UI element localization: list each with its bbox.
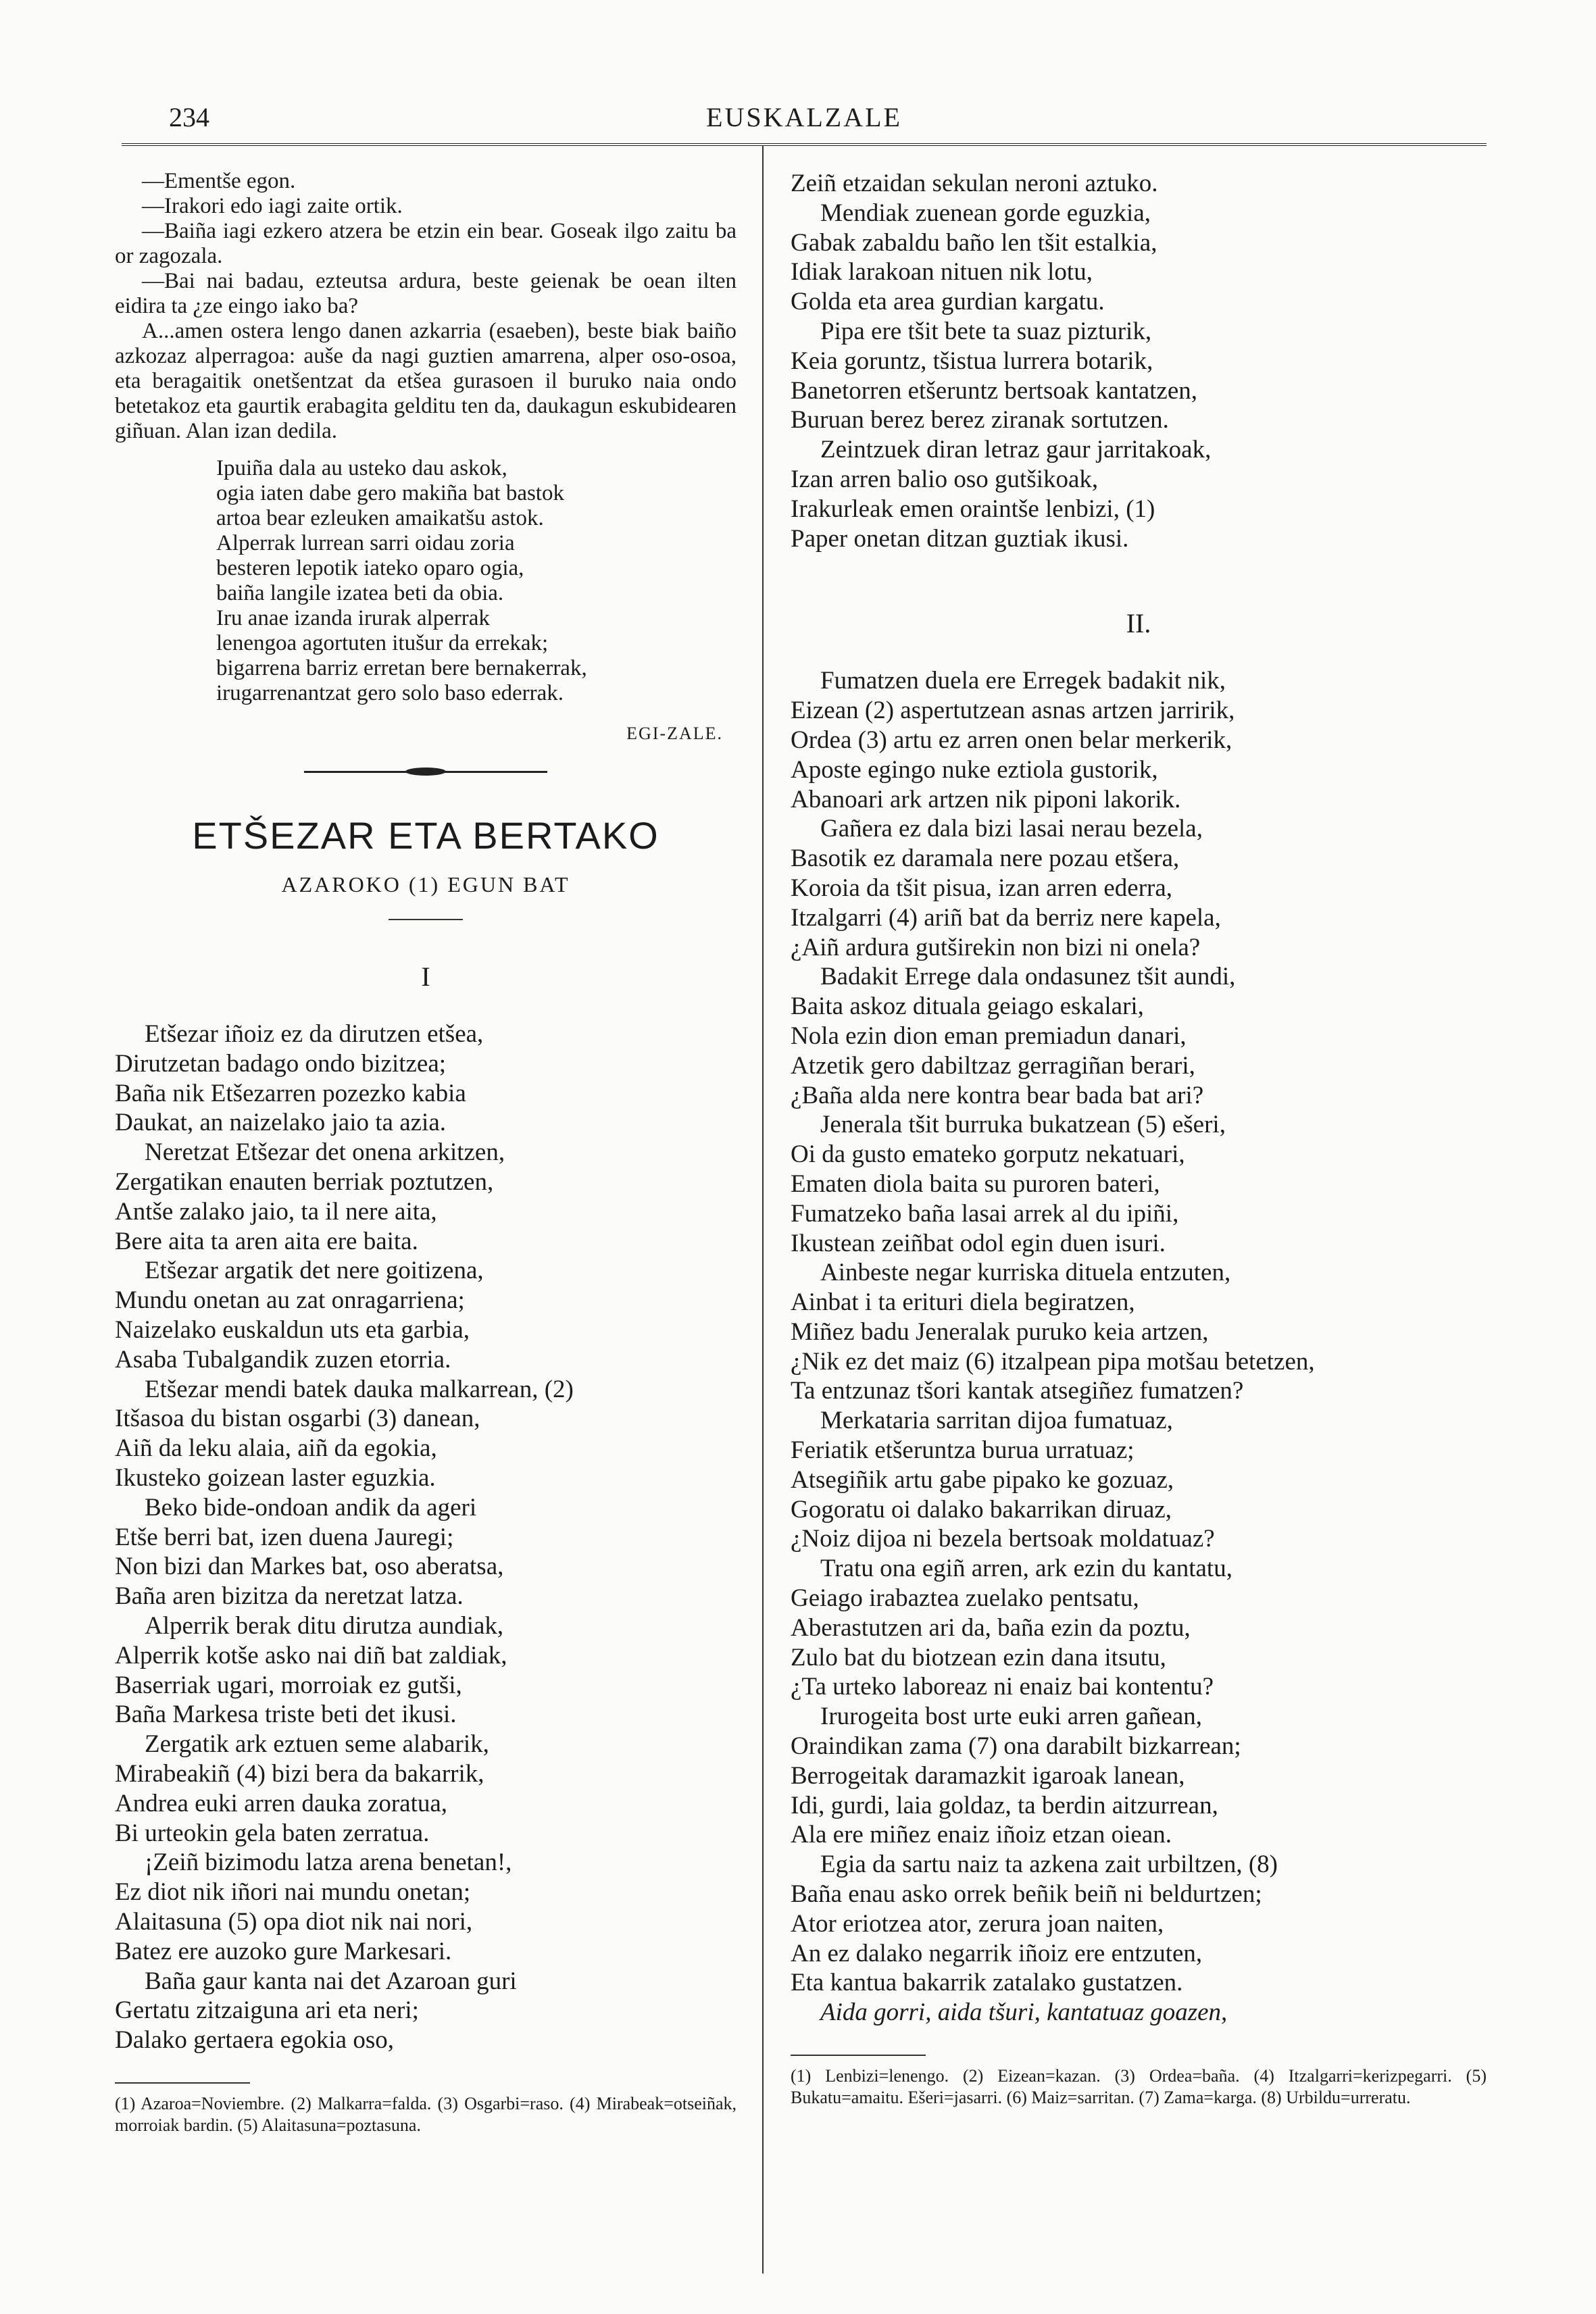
poem-line: ¿Noiz dijoa ni bezela bertsoak moldatuaz?	[791, 1525, 1215, 1553]
poem-line: Naizelako euskaldun uts eta garbia,	[115, 1315, 470, 1344]
left-column	[115, 169, 737, 2136]
prose-line: —Ementše egon.	[142, 169, 296, 193]
poem-line: Ainbat i ta erituri diela begiratzen,	[791, 1288, 1135, 1317]
poem-line: Dalako gertaera egokia oso,	[115, 2026, 394, 2055]
footnote-right: (1) Lenbizi=lenengo. (2) Eizean=kazan. (3) Ordea=baña. (4) Itzalgarri=kerizpegarri. (5) Bukatu=amaitu. Ešeri=jasarri. (6) Maiz=sarritan. (7) Zama=karga. (8) Urbildu=urreratu.	[791, 2066, 1487, 2108]
poem-line: Bi urteokin gela baten zerratua.	[115, 1819, 430, 1847]
poem-line: Ator eriotzea ator, zerura joan naiten,	[791, 1909, 1164, 1938]
poem-line: Oi da gusto emateko gorputz nekatuari,	[791, 1140, 1185, 1169]
poem-line: Keia goruntz, tšistua lurrera botarik,	[791, 347, 1153, 375]
poem-line: Baña enau asko orrek beñik beiñ ni beldurtzen;	[791, 1880, 1262, 1909]
poem-line: Paper onetan ditzan guztiak ikusi.	[791, 524, 1129, 553]
poem-line: Zergatikan enauten berriak poztutzen,	[115, 1167, 494, 1196]
poem-line: Fumatzen duela ere Erregek badakit nik,	[820, 667, 1226, 695]
poem-line: Etšezar argatik det nere goitizena,	[145, 1257, 484, 1285]
poem-line: Badakit Errege dala ondasunez tšit aundi,	[820, 963, 1236, 991]
prose-line: A...amen ostera lengo danen azkarria (esaeben), beste biak baiño azkozaz alperragoa: auše da nagi guztien amarrena, alper oso-osoa, eta beragaitik onetšentzat da etšea gurasoen il buruko naia ondo betetakoz eta gaurtik erabagita gelditu ten da, daukagun eskubidearen giñuan. Alan izan dedila.	[115, 319, 737, 443]
poem-line: Asaba Tubalgandik zuzen etorria.	[115, 1345, 451, 1374]
poem-line: Zergatik ark eztuen seme alabarik,	[145, 1730, 489, 1759]
poem-line: Ala ere miñez enaiz iñoiz etzan oiean.	[791, 1821, 1172, 1849]
poem-line: Egia da sartu naiz ta azkena zait urbiltzen, (8)	[820, 1851, 1278, 1879]
footnote-rule	[791, 2055, 926, 2056]
poem-line: Golda eta area gurdian kargatu.	[791, 288, 1105, 316]
poem-line: Idiak larakoan nituen nik lotu,	[791, 258, 1093, 286]
prose-line: —Irakori edo iagi zaite ortik.	[142, 194, 403, 218]
poem-line: ¿Baña alda nere kontra bear bada bat ari?	[791, 1081, 1204, 1109]
verse-line: Iru anae izanda irurak alperrak	[216, 606, 490, 630]
poem-line: Aida gorri, aida tšuri, kantatuaz goazen,	[820, 1998, 1228, 2027]
poem-line: Baita askoz dituala geiago eskalari,	[791, 992, 1144, 1021]
poem-line: Irurogeita bost urte euki arren gañean,	[820, 1703, 1203, 1731]
poem-line: Gertatu zitzaiguna ari eta neri;	[115, 1996, 419, 2025]
poem-line: Gañera ez dala bizi lasai nerau bezela,	[820, 815, 1203, 843]
poem-line: Berrogeitak daramazkit igaroak lanean,	[791, 1761, 1185, 1790]
verse-line: Alperrak lurrean sarri oidau zoria	[216, 531, 515, 555]
poem-title: ETŠEZAR ETA BERTAKO	[192, 814, 659, 857]
poem-line: Atsegiñik artu gabe pipako ke gozuaz,	[791, 1465, 1174, 1494]
poem-line: Ta entzunaz tšori kantak atsegiñez fumatzen?	[791, 1377, 1244, 1405]
poem-line: Aberastutzen ari da, baña ezin da poztu,	[791, 1613, 1191, 1642]
poem-line: Ez diot nik iñori nai mundu onetan;	[115, 1878, 471, 1907]
poem-line: Zulo bat du biotzean ezin dana itsutu,	[791, 1643, 1166, 1671]
poem-line: ¡Zeiñ bizimodu latza arena benetan!,	[145, 1848, 512, 1877]
poem-line: Gabak zabaldu baño len tšit estalkia,	[791, 228, 1157, 257]
section-number: I	[421, 961, 430, 992]
poem-line: Etšezar iñoiz ez da dirutzen etšea,	[145, 1020, 484, 1048]
poem-line: Oraindikan zama (7) ona darabilt bizkarrean;	[791, 1732, 1241, 1761]
poem-line: Andrea euki arren dauka zoratua,	[115, 1789, 448, 1817]
poem-line: Baña aren bizitza da neretzat latza.	[115, 1582, 464, 1611]
page-header	[122, 101, 1487, 149]
verse-line: ogia iaten dabe gero makiña bat bastok	[216, 481, 564, 505]
poem-line: Ikustean zeiñbat odol egin duen isuri.	[791, 1229, 1166, 1257]
verse-line: lenengoa agortuten itušur da errekak;	[216, 631, 549, 655]
poem-line: Ordea (3) artu ez arren onen belar merkerik,	[791, 726, 1232, 754]
section-number: II.	[1126, 608, 1151, 639]
poem-line: Geiago irabaztea zuelako pentsatu,	[791, 1584, 1139, 1613]
poem-line: Miñez badu Jeneralak puruko keia artzen,	[791, 1317, 1209, 1346]
header-rule	[122, 143, 1487, 146]
poem-line: Jenerala tšit burruka bukatzean (5) ešeri,	[820, 1111, 1226, 1139]
poem-line: Ematen diola baita su puroren bateri,	[791, 1169, 1160, 1198]
poem-line: Beko bide-ondoan andik da ageri	[145, 1493, 477, 1521]
poem-line: Mirabeakiñ (4) bizi bera da bakarrik,	[115, 1759, 484, 1788]
poem-verse-right-b	[791, 666, 1487, 2028]
poem-line: ¿Ta urteko laboreaz ni enaiz bai kontentu?	[791, 1673, 1214, 1701]
author-signature: EGI-ZALE.	[626, 724, 723, 743]
poem-line: Alperrik berak ditu dirutza aundiak,	[145, 1611, 504, 1640]
poem-line: Baña gaur kanta nai det Azaroan guri	[145, 1967, 517, 1995]
prose-line: —Baiña iagi ezkero atzera be etzin ein bear. Goseak ilgo zaitu ba or zagozala.	[115, 219, 737, 268]
footnote-rule	[115, 2082, 250, 2084]
poem-line: Abanoari ark artzen nik piponi lakorik.	[791, 785, 1181, 813]
right-column	[791, 169, 1487, 2109]
poem-line: Zeiñ etzaidan sekulan neroni aztuko.	[791, 170, 1158, 197]
verse-line: irugarrenantzat gero solo baso ederrak.	[216, 681, 564, 705]
small-verse	[216, 456, 737, 706]
poem-line: Fumatzeko baña lasai arrek al du ipiñi,	[791, 1199, 1179, 1228]
poem-line: Itšasoa du bistan osgarbi (3) danean,	[115, 1405, 480, 1433]
poem-line: Idi, gurdi, laia goldaz, ta berdin aitzurrean,	[791, 1791, 1218, 1819]
poem-line: Nola ezin dion eman premiadun danari,	[791, 1022, 1187, 1050]
verse-line: bigarrena barriz erretan bere bernakerrak,	[216, 656, 587, 680]
poem-line: Feriatik etšeruntza burua urratuaz;	[791, 1436, 1134, 1465]
poem-line: Daukat, an naizelako jaio ta azia.	[115, 1109, 446, 1137]
poem-subtitle: AZAROKO (1) EGUN BAT	[281, 872, 570, 897]
footnote-left: (1) Azaroa=Noviembre. (2) Malkarra=falda. (3) Osgarbi=raso. (4) Mirabeak=otseiñak, morroiak bardin. (5) Alaitasuna=poztasuna.	[115, 2093, 737, 2135]
poem-line: Ainbeste negar kurriska dituela entzuten,	[820, 1259, 1231, 1287]
poem-line: Ikusteko goizean laster eguzkia.	[115, 1463, 436, 1492]
poem-line: Izan arren balio oso gutšikoak,	[791, 465, 1099, 493]
poem-line: Baña nik Etšezarren pozezko kabia	[115, 1079, 466, 1107]
verse-line: besteren lepotik iateko oparo ogia,	[216, 556, 524, 580]
poem-line: Mendiak zuenean gorde eguzkia,	[820, 199, 1151, 227]
poem-line: Eizean (2) aspertutzean asnas artzen jarririk,	[791, 697, 1235, 725]
poem-line: Itzalgarri (4) ariñ bat da berriz nere kapela,	[791, 903, 1221, 932]
column-divider	[762, 145, 764, 2273]
running-title: EUSKALZALE	[706, 102, 902, 132]
poem-line: Batez ere auzoko gure Markesari.	[115, 1937, 452, 1965]
poem-line: Baña Markesa triste beti det ikusi.	[115, 1701, 457, 1729]
poem-line: Tratu ona egiñ arren, ark ezin du kantatu,	[820, 1555, 1232, 1583]
poem-line: Koroia da tšit pisua, izan arren ederra,	[791, 874, 1173, 902]
ornamental-divider	[304, 771, 547, 773]
poem-line: ¿Nik ez det maiz (6) itzalpean pipa motšau betetzen,	[791, 1347, 1315, 1376]
prose-line: —Bai nai badau, ezteutsa ardura, beste geienak be oean ilten eidira ta ¿ze eingo iako ba?	[115, 269, 737, 318]
poem-line: Mundu onetan au zat onragarriena;	[115, 1286, 465, 1315]
poem-line: Eta kantua bakarrik zatalako gustatzen.	[791, 1969, 1183, 1997]
poem-line: Pipa ere tšit bete ta suaz pizturik,	[820, 317, 1152, 345]
dialogue-prose	[115, 169, 737, 444]
poem-line: Basotik ez daramala nere pozau etšera,	[791, 845, 1180, 873]
poem-line: Etšezar mendi batek dauka malkarrean, (2)	[145, 1375, 574, 1403]
poem-line: Gogoratu oi dalako bakarrikan diruaz,	[791, 1495, 1172, 1524]
poem-line: Alaitasuna (5) opa diot nik nai nori,	[115, 1907, 473, 1936]
poem-line: Etše berri bat, izen duena Jauregi;	[115, 1523, 454, 1551]
poem-line: Merkataria sarritan dijoa fumatuaz,	[820, 1407, 1173, 1435]
poem-line: Alperrik kotše asko nai diñ bat zaldiak,	[115, 1641, 507, 1669]
poem-line: Zeintzuek diran letraz gaur jarritakoak,	[820, 436, 1212, 464]
poem-line: Non bizi dan Markes bat, oso aberatsa,	[115, 1553, 504, 1581]
poem-verse-right-a	[791, 169, 1487, 553]
verse-line: baiña langile izatea beti da obia.	[216, 581, 504, 605]
poem-verse-left	[115, 1020, 737, 2055]
page-number: 234	[169, 102, 209, 132]
poem-line: Aiñ da leku alaia, aiñ da egokia,	[115, 1434, 437, 1463]
poem-line: Antše zalako jaio, ta il nere aita,	[115, 1197, 437, 1226]
poem-line: Neretzat Etšezar det onena arkitzen,	[145, 1138, 505, 1167]
poem-line: Baserriak ugari, morroiak ez gutši,	[115, 1671, 462, 1699]
poem-line: Buruan berez berez ziranak sortutzen.	[791, 406, 1169, 434]
poem-line: Banetorren etšeruntz bertsoak kantatzen,	[791, 376, 1198, 405]
short-rule	[389, 919, 463, 920]
poem-line: An ez dalako negarrik iñoiz ere entzuten,	[791, 1939, 1203, 1967]
poem-line: Dirutzetan badago ondo bizitzea;	[115, 1049, 447, 1078]
poem-line: Aposte egingo nuke eztiola gustorik,	[791, 755, 1158, 784]
poem-line: Atzetik gero dabiltzaz gerragiñan berari,	[791, 1051, 1195, 1080]
poem-line: Irakurleak emen oraintše lenbizi, (1)	[791, 495, 1155, 523]
verse-line: Ipuiña dala au usteko dau askok,	[216, 456, 507, 480]
poem-line: Bere aita ta aren aita ere baita.	[115, 1227, 418, 1255]
verse-line: artoa bear ezleuken amaikatšu astok.	[216, 506, 544, 530]
poem-line: ¿Aiñ ardura gutširekin non bizi ni onela?	[791, 933, 1201, 961]
